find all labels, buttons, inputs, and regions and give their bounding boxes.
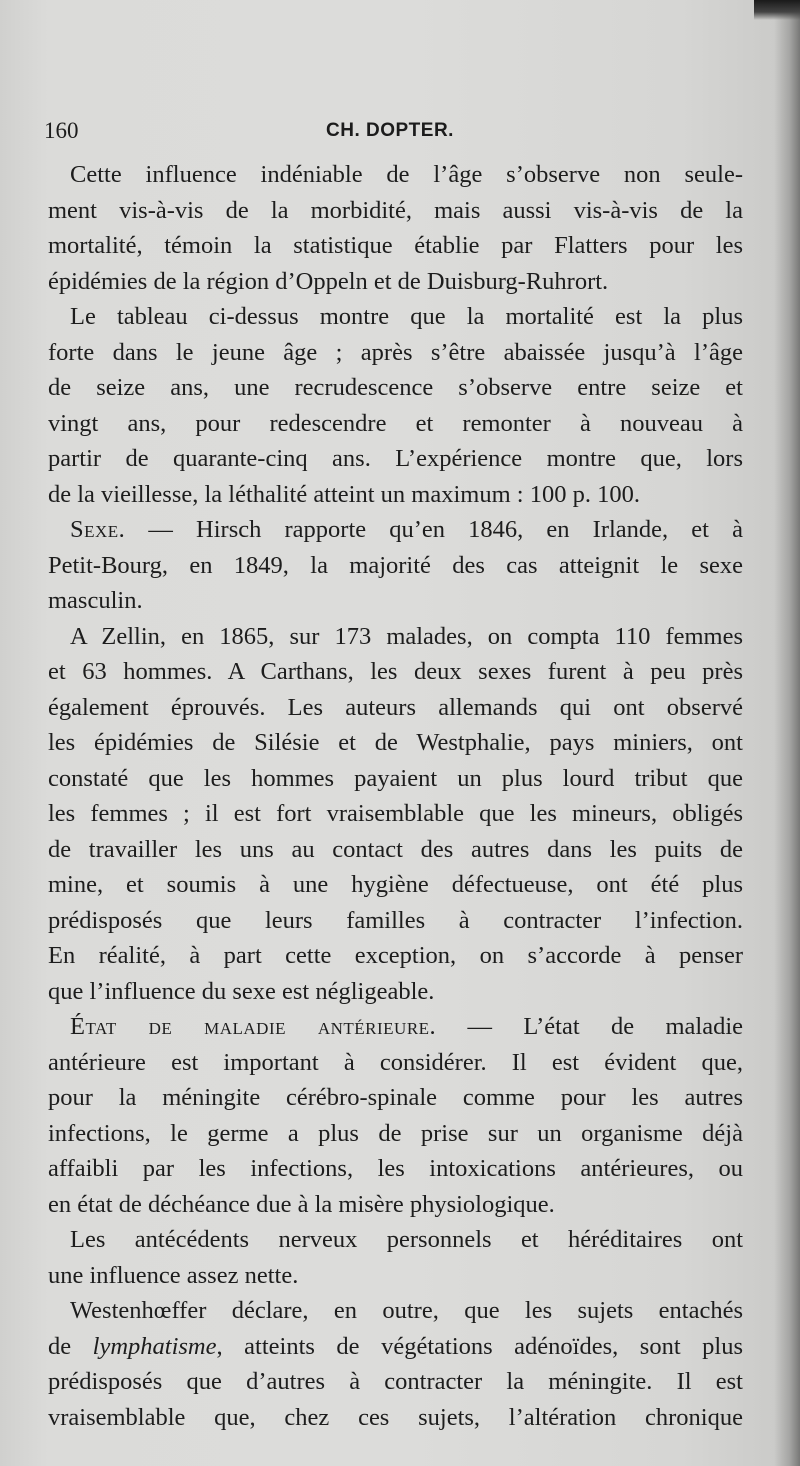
page-edge-shadow [774, 0, 800, 1466]
text-line: en état de déchéance due à la misère physiologique. [48, 1190, 555, 1218]
text-line: de seize ans, une recrudescence s’observe entre seize et [48, 374, 743, 401]
text-line: les femmes ; il est fort vraisemblable que les mineurs, obligés [48, 800, 743, 827]
text-line: épidémies de la région d’Oppeln et de Duisburg-Ruhrort. [48, 267, 609, 295]
text-line: A Zellin, en 1865, sur 173 malades, on compta 110 femmes [70, 622, 743, 650]
text-line [48, 1329, 743, 1365]
text-line: forte dans le jeune âge ; après s’être abaissée jusqu’à l’âge [48, 338, 743, 366]
text-line: les épidémies de Silésie et de Westphalie, pays miniers, ont [48, 729, 743, 756]
text-line: que l’influence du sexe est négligeable. [48, 977, 435, 1005]
text-line: partir de quarante-cinq ans. L’expérience montre que, lors [48, 445, 743, 472]
text-line: Petit-Bourg, en 1849, la majorité des cas atteignit le sexe [48, 551, 743, 579]
text-line: antérieure est important à considérer. Il est évident que, [48, 1048, 743, 1076]
text-line: également éprouvés. Les auteurs allemands qui ont observé [48, 693, 743, 721]
text-line: Westenhœffer déclare, en outre, que les sujets entachés [70, 1297, 743, 1324]
text-line: En réalité, à part cette exception, on s’accorde à penser [48, 942, 743, 969]
text-fragment: — Hirsch rapporte qu’en 1846, en Irlande, et à [125, 516, 743, 543]
page-corner-shadow [754, 0, 800, 20]
text-line: masculin. [48, 587, 143, 614]
paragraph-westenhoeffer [48, 1293, 743, 1435]
text-line [48, 1009, 743, 1045]
text-line: affaibli par les infections, les intoxications antérieures, ou [48, 1155, 743, 1182]
body-text [48, 157, 743, 1435]
text-line: prédisposés que d’autres à contracter la méningite. Il est [48, 1368, 743, 1395]
paragraph-zellin [48, 619, 743, 1010]
paragraph-nervous-history [48, 1222, 743, 1293]
text-line: mortalité, témoin la statistique établie par Flatters pour les [48, 232, 743, 259]
text-line: Les antécédents nerveux personnels et héréditaires ont [70, 1226, 743, 1253]
italic-term-lymphatisme: lymphatisme [92, 1332, 217, 1360]
paragraph-prior-illness [48, 1009, 743, 1222]
text-line: vraisemblable que, chez ces sujets, l’altération chronique [48, 1403, 743, 1431]
section-heading-sex: Sexe. [70, 516, 126, 543]
text-fragment: de [48, 1332, 93, 1360]
page-number: 160 [44, 118, 79, 143]
text-line: de la vieillesse, la léthalité atteint un maximum : 100 p. 100. [48, 480, 640, 508]
text-line: mine, et soumis à une hygiène défectueuse, ont été plus [48, 871, 743, 898]
page-header [44, 118, 744, 154]
text-line: de travailler les uns au contact des autres dans les puits de [48, 835, 743, 863]
text-fragment: , atteints de végétations adénoïdes, sont plus [216, 1332, 744, 1360]
text-fragment: — L’état de maladie [436, 1013, 743, 1040]
text-line: une influence assez nette. [48, 1261, 299, 1289]
text-line: Cette influence indéniable de l’âge s’observe non seule- [70, 161, 743, 188]
text-line: et 63 hommes. A Carthans, les deux sexes furent à peu près [48, 658, 743, 685]
section-heading-prior-illness: État de maladie antérieure. [70, 1013, 437, 1040]
text-line: Le tableau ci-dessus montre que la mortalité est la plus [70, 303, 743, 330]
text-line: prédisposés que leurs familles à contracter l’infection. [48, 906, 743, 934]
text-line [48, 512, 743, 548]
paragraph-mortality-table [48, 299, 743, 512]
text-line: constaté que les hommes payaient un plus lourd tribut que [48, 764, 743, 792]
paragraph-sex [48, 512, 743, 619]
text-line: vingt ans, pour redescendre et remonter à nouveau à [48, 409, 743, 437]
running-head: CH. DOPTER. [326, 120, 454, 141]
paragraph-age-influence [48, 157, 743, 299]
text-line: pour la méningite cérébro-spinale comme pour les autres [48, 1084, 743, 1111]
text-line: infections, le germe a plus de prise sur un organisme déjà [48, 1119, 743, 1147]
text-line: ment vis-à-vis de la morbidité, mais aussi vis-à-vis de la [48, 196, 743, 224]
